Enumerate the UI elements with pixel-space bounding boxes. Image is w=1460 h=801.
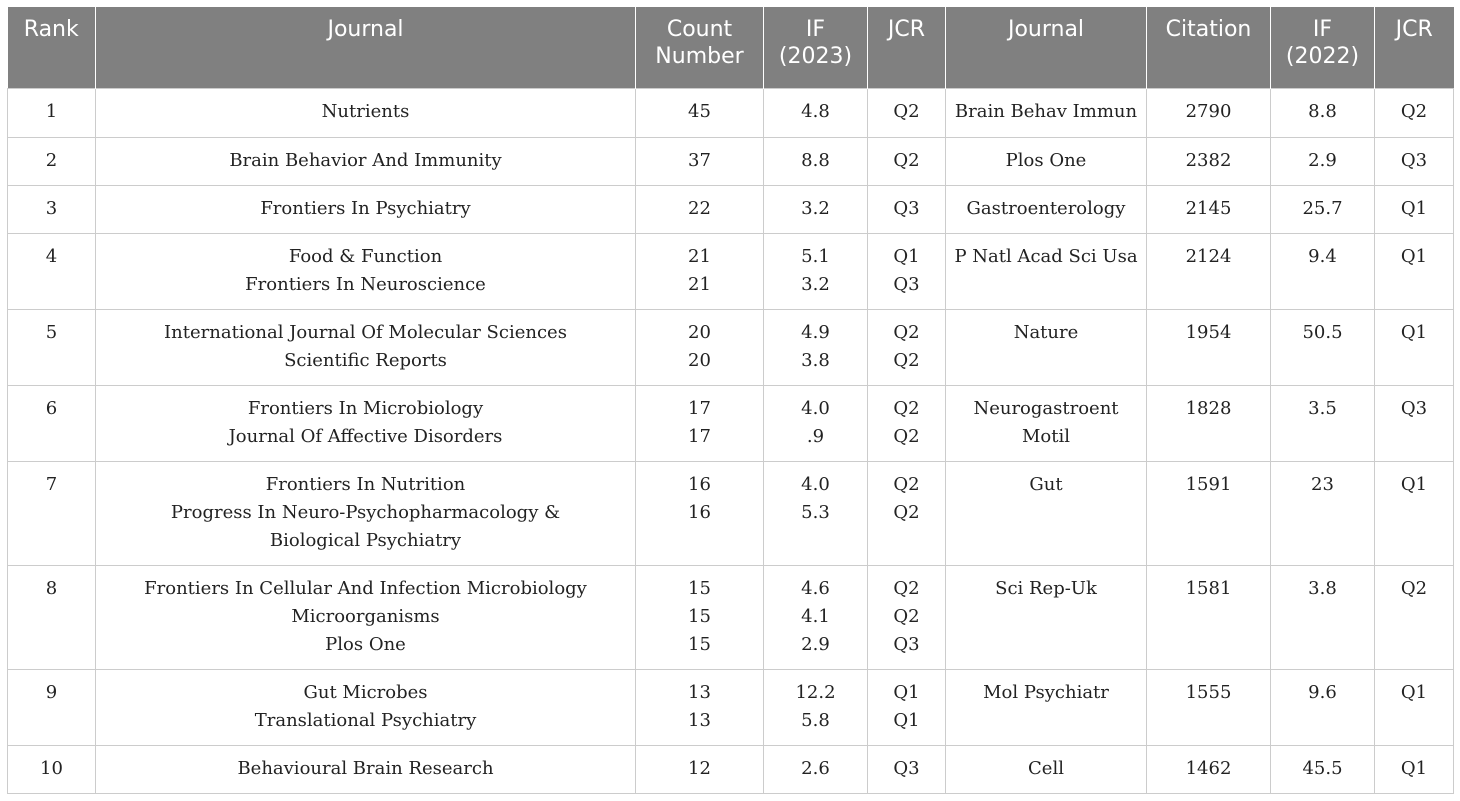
jcr-2023-cell: [868, 669, 946, 745]
count-cell-line: 16: [688, 473, 711, 495]
rank-cell: 4: [8, 233, 96, 309]
cited-journal-cell-line: Cell: [1028, 757, 1064, 779]
if-2023-cell-line: 2.9: [801, 633, 830, 655]
journal-cell-line: Frontiers In Cellular And Infection Microbiology: [144, 577, 587, 599]
table-row: [8, 309, 1454, 385]
header-if2023-line2: (2023): [778, 44, 853, 69]
journal-cell: [96, 385, 636, 461]
header-count-line1: Count: [666, 17, 733, 42]
jcr-2023-cell-line: Q1: [893, 245, 920, 267]
if-2023-cell: [764, 309, 868, 385]
jcr-2022-cell: Q1: [1375, 669, 1454, 745]
header-if2022-line2: (2022): [1285, 44, 1360, 69]
count-cell: [636, 309, 764, 385]
header-journal-right: Journal: [946, 7, 1147, 88]
table-row: [8, 88, 1454, 137]
if-2022-cell: 2.9: [1271, 137, 1375, 185]
header-jcr-left: JCR: [868, 7, 946, 88]
rank-cell: 10: [8, 745, 96, 793]
header-if2023-line1: IF: [805, 17, 826, 42]
header-count-number: [636, 7, 764, 88]
header-count-line2: Number: [655, 44, 744, 69]
count-cell: [636, 233, 764, 309]
journal-cell-line: Food & Function: [288, 245, 443, 267]
journal-cell: [96, 309, 636, 385]
table-row: [8, 461, 1454, 565]
cited-journal-cell: [946, 88, 1147, 137]
jcr-2022-cell: Q3: [1375, 385, 1454, 461]
cited-journal-cell: [946, 185, 1147, 233]
journal-cell-line: Frontiers In Microbiology: [247, 397, 484, 419]
journal-cell-line: Progress In Neuro-Psychopharmacology &: [170, 501, 561, 523]
table-row: [8, 233, 1454, 309]
cited-journal-cell-line: Gastroenterology: [966, 197, 1126, 219]
jcr-2023-cell-line: Q2: [893, 321, 920, 343]
if-2023-cell: [764, 233, 868, 309]
count-cell-line: 20: [688, 349, 711, 371]
if-2022-cell: 3.8: [1271, 565, 1375, 669]
if-2023-cell-line: 5.3: [801, 501, 830, 523]
journal-cell: [96, 185, 636, 233]
count-cell: [636, 669, 764, 745]
if-2022-cell: 25.7: [1271, 185, 1375, 233]
rank-cell: 5: [8, 309, 96, 385]
if-2023-cell: [764, 565, 868, 669]
jcr-2022-cell: Q1: [1375, 233, 1454, 309]
journal-cell: [96, 233, 636, 309]
if-2023-cell-line: 4.6: [801, 577, 830, 599]
if-2023-cell-line: 5.1: [801, 245, 830, 267]
jcr-2023-cell-line: Q1: [893, 709, 920, 731]
jcr-2023-cell-line: Q2: [893, 473, 920, 495]
jcr-2023-cell-line: Q2: [893, 577, 920, 599]
count-cell-line: 21: [688, 273, 711, 295]
journal-cell-line: Scientific Reports: [284, 349, 447, 371]
jcr-2022-cell: Q1: [1375, 309, 1454, 385]
journal-cell-line: Behavioural Brain Research: [237, 757, 494, 779]
jcr-2023-cell-line: Q3: [893, 757, 920, 779]
citation-cell: 2124: [1147, 233, 1271, 309]
cited-journal-cell-line: Sci Rep-Uk: [995, 577, 1097, 599]
jcr-2023-cell-line: Q2: [893, 149, 920, 171]
jcr-2023-cell-line: Q2: [893, 501, 920, 523]
citation-cell: 2145: [1147, 185, 1271, 233]
rank-cell: 3: [8, 185, 96, 233]
journal-cell: [96, 745, 636, 793]
count-cell-line: 15: [688, 605, 711, 627]
jcr-2023-cell: [868, 88, 946, 137]
cited-journal-cell: [946, 461, 1147, 565]
if-2023-cell-line: 5.8: [801, 709, 830, 731]
count-cell-line: 20: [688, 321, 711, 343]
if-2023-cell-line: 12.2: [795, 681, 836, 703]
journal-cell-line: Translational Psychiatry: [254, 709, 477, 731]
count-cell-line: 15: [688, 633, 711, 655]
journal-cell-line: Frontiers In Psychiatry: [260, 197, 471, 219]
jcr-2023-cell-line: Q2: [893, 425, 920, 447]
if-2023-cell-line: 4.9: [801, 321, 830, 343]
rank-cell: 9: [8, 669, 96, 745]
count-cell-line: 12: [688, 757, 711, 779]
count-cell-line: 45: [688, 100, 711, 122]
count-cell: [636, 137, 764, 185]
table-row: [8, 669, 1454, 745]
journal-cell: [96, 137, 636, 185]
cited-journal-cell: [946, 565, 1147, 669]
journal-cell-line: Plos One: [325, 633, 406, 655]
cited-journal-cell-line: Neurogastroent: [973, 397, 1119, 419]
jcr-2022-cell: Q1: [1375, 185, 1454, 233]
citation-cell: 1954: [1147, 309, 1271, 385]
jcr-2023-cell: [868, 745, 946, 793]
if-2022-cell: 50.5: [1271, 309, 1375, 385]
jcr-2022-cell: Q1: [1375, 745, 1454, 793]
jcr-2023-cell-line: Q3: [893, 633, 920, 655]
table-body: [8, 88, 1454, 793]
jcr-2023-cell: [868, 185, 946, 233]
cited-journal-cell: [946, 385, 1147, 461]
count-cell-line: 37: [688, 149, 711, 171]
jcr-2022-cell: Q2: [1375, 88, 1454, 137]
journal-cell-line: Gut Microbes: [303, 681, 428, 703]
jcr-2023-cell: [868, 137, 946, 185]
count-cell-line: 21: [688, 245, 711, 267]
rank-cell: 7: [8, 461, 96, 565]
header-row: [8, 7, 1454, 88]
journal-cell-line: Microorganisms: [291, 605, 440, 627]
journal-cell: [96, 88, 636, 137]
if-2023-cell: [764, 461, 868, 565]
journal-cell-line: International Journal Of Molecular Sciences: [164, 321, 567, 343]
if-2023-cell-line: 4.1: [801, 605, 830, 627]
if-2023-cell-line: 3.8: [801, 349, 830, 371]
citation-cell: 1581: [1147, 565, 1271, 669]
if-2022-cell: 9.6: [1271, 669, 1375, 745]
rank-cell: 6: [8, 385, 96, 461]
citation-cell: 2382: [1147, 137, 1271, 185]
cited-journal-cell-line: Gut: [1029, 473, 1063, 495]
journal-cell: [96, 461, 636, 565]
if-2023-cell-line: 3.2: [801, 197, 830, 219]
if-2023-cell-line: 4.8: [801, 100, 830, 122]
if-2023-cell: [764, 385, 868, 461]
if-2022-cell: 3.5: [1271, 385, 1375, 461]
journal-cell-line: Biological Psychiatry: [269, 529, 462, 551]
table-row: [8, 185, 1454, 233]
count-cell-line: 17: [688, 397, 711, 419]
journal-ranking-table: [7, 7, 1454, 794]
header-if-2023: [764, 7, 868, 88]
journal-cell-line: Brain Behavior And Immunity: [229, 149, 502, 171]
if-2023-cell: [764, 137, 868, 185]
jcr-2023-cell-line: Q3: [893, 197, 920, 219]
rank-cell: 2: [8, 137, 96, 185]
table-row: [8, 385, 1454, 461]
header-citation: Citation: [1147, 7, 1271, 88]
cited-journal-cell-line: Brain Behav Immun: [954, 100, 1138, 122]
citation-cell: 1555: [1147, 669, 1271, 745]
count-cell: [636, 385, 764, 461]
count-cell: [636, 565, 764, 669]
count-cell: [636, 88, 764, 137]
jcr-2023-cell-line: Q3: [893, 273, 920, 295]
count-cell-line: 22: [688, 197, 711, 219]
table-row: [8, 137, 1454, 185]
cited-journal-cell: [946, 233, 1147, 309]
journal-cell-line: Frontiers In Nutrition: [265, 473, 466, 495]
count-cell-line: 15: [688, 577, 711, 599]
journal-cell-line: Journal Of Affective Disorders: [228, 425, 503, 447]
jcr-2023-cell-line: Q2: [893, 349, 920, 371]
if-2023-cell-line: 8.8: [801, 149, 830, 171]
journal-cell: [96, 669, 636, 745]
if-2023-cell: [764, 745, 868, 793]
header-rank: Rank: [8, 7, 96, 88]
count-cell: [636, 461, 764, 565]
citation-cell: 2790: [1147, 88, 1271, 137]
if-2023-cell-line: 4.0: [801, 473, 830, 495]
count-cell-line: 16: [688, 501, 711, 523]
header-if2022-line1: IF: [1312, 17, 1333, 42]
jcr-2022-cell: Q2: [1375, 565, 1454, 669]
rank-cell: 1: [8, 88, 96, 137]
jcr-2023-cell-line: Q2: [893, 100, 920, 122]
if-2022-cell: 8.8: [1271, 88, 1375, 137]
cited-journal-cell: [946, 745, 1147, 793]
count-cell: [636, 745, 764, 793]
cited-journal-cell: [946, 309, 1147, 385]
header-jcr-right: JCR: [1375, 7, 1454, 88]
jcr-2023-cell: [868, 309, 946, 385]
jcr-2023-cell-line: Q2: [893, 397, 920, 419]
jcr-2023-cell-line: Q1: [893, 681, 920, 703]
cited-journal-cell-line: P Natl Acad Sci Usa: [954, 245, 1138, 267]
jcr-2023-cell: [868, 385, 946, 461]
jcr-2022-cell: Q3: [1375, 137, 1454, 185]
if-2022-cell: 23: [1271, 461, 1375, 565]
count-cell: [636, 185, 764, 233]
jcr-2023-cell: [868, 565, 946, 669]
cited-journal-cell-line: Motil: [1021, 425, 1070, 447]
cited-journal-cell: [946, 137, 1147, 185]
if-2023-cell-line: .9: [806, 425, 825, 447]
if-2023-cell-line: 2.6: [801, 757, 830, 779]
if-2023-cell: [764, 88, 868, 137]
cited-journal-cell-line: Mol Psychiatr: [983, 681, 1109, 703]
jcr-2022-cell: Q1: [1375, 461, 1454, 565]
if-2023-cell-line: 3.2: [801, 273, 830, 295]
if-2022-cell: 45.5: [1271, 745, 1375, 793]
if-2022-cell: 9.4: [1271, 233, 1375, 309]
if-2023-cell: [764, 185, 868, 233]
table-row: [8, 745, 1454, 793]
citation-cell: 1462: [1147, 745, 1271, 793]
journal-cell-line: Frontiers In Neuroscience: [245, 273, 486, 295]
header-journal-left: Journal: [96, 7, 636, 88]
jcr-2023-cell: [868, 233, 946, 309]
count-cell-line: 13: [688, 709, 711, 731]
if-2023-cell: [764, 669, 868, 745]
cited-journal-cell-line: Plos One: [1005, 149, 1087, 171]
citation-cell: 1591: [1147, 461, 1271, 565]
jcr-2023-cell-line: Q2: [893, 605, 920, 627]
cited-journal-cell: [946, 669, 1147, 745]
header-if-2022: [1271, 7, 1375, 88]
rank-cell: 8: [8, 565, 96, 669]
journal-cell: [96, 565, 636, 669]
table-row: [8, 565, 1454, 669]
jcr-2023-cell: [868, 461, 946, 565]
count-cell-line: 17: [688, 425, 711, 447]
count-cell-line: 13: [688, 681, 711, 703]
citation-cell: 1828: [1147, 385, 1271, 461]
cited-journal-cell-line: Nature: [1013, 321, 1079, 343]
journal-cell-line: Nutrients: [321, 100, 410, 122]
if-2023-cell-line: 4.0: [801, 397, 830, 419]
